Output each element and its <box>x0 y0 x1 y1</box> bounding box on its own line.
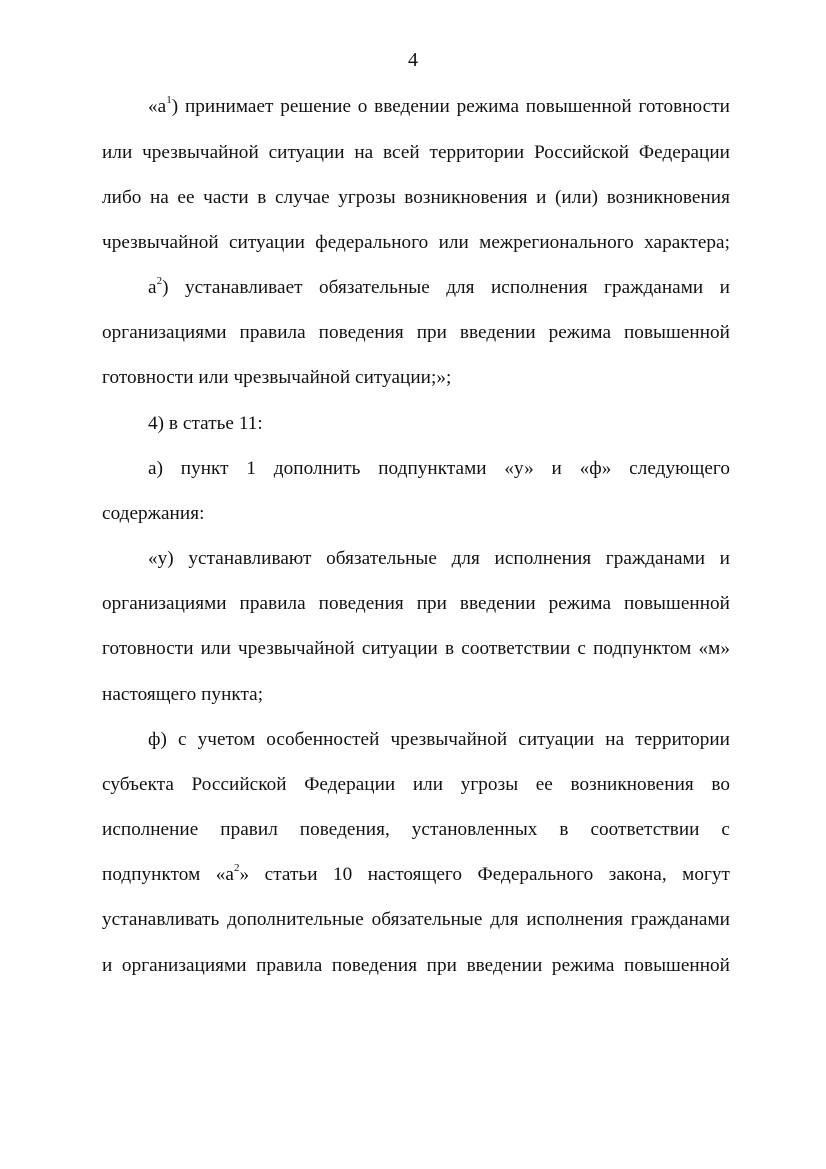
text-line-20: и организациями правила поведения при введении режима повышенной <box>102 955 730 976</box>
text-line-13: готовности или чрезвычайной ситуации в соответствии с подпунктом «м» <box>102 638 730 659</box>
page-number: 4 <box>408 49 418 71</box>
superscript: 1 <box>166 93 172 106</box>
text-line-17: исполнение правил поведения, установленных в соответствии с <box>102 819 730 840</box>
text-line-16: субъекта Российской Федерации или угрозы ее возникновения во <box>102 774 730 795</box>
text-line-2: или чрезвычайной ситуации на всей территории Российской Федерации <box>102 142 730 163</box>
text-segment: ) принимает решение о введении режима повышенной готовности <box>171 96 730 117</box>
text-line-11: «у) устанавливают обязательные для исполнения гражданами и <box>148 548 730 569</box>
superscript: 2 <box>233 861 240 874</box>
text-segment: ) устанавливает обязательные для исполнения гражданами и <box>162 277 730 298</box>
text-segment: а <box>148 277 157 298</box>
text-segment: подпунктом «а <box>102 864 234 885</box>
text-line-15: ф) с учетом особенностей чрезвычайной ситуации на территории <box>148 729 730 750</box>
text-line-1 <box>148 95 730 119</box>
text-line-4: чрезвычайной ситуации федерального или межрегионального характера; <box>102 232 730 253</box>
text-segment: » статьи 10 настоящего Федерального закона, могут <box>239 864 730 885</box>
text-segment: «а <box>148 96 167 117</box>
text-line-3: либо на ее части в случае угрозы возникновения и (или) возникновения <box>102 187 730 208</box>
text-line-7: готовности или чрезвычайной ситуации;»; <box>102 367 452 388</box>
text-line-8: 4) в статье 11: <box>148 413 263 434</box>
text-line-6: организациями правила поведения при введении режима повышенной <box>102 322 730 343</box>
text-line-9: а) пункт 1 дополнить подпунктами «у» и «ф» следующего <box>148 458 730 479</box>
superscript: 2 <box>156 274 163 287</box>
text-line-10: содержания: <box>102 503 205 524</box>
text-line-12: организациями правила поведения при введении режима повышенной <box>102 593 730 614</box>
text-line-18 <box>102 863 730 887</box>
text-line-5 <box>148 276 730 300</box>
text-line-19: устанавливать дополнительные обязательные для исполнения гражданами <box>102 909 730 930</box>
text-line-14: настоящего пункта; <box>102 684 264 705</box>
